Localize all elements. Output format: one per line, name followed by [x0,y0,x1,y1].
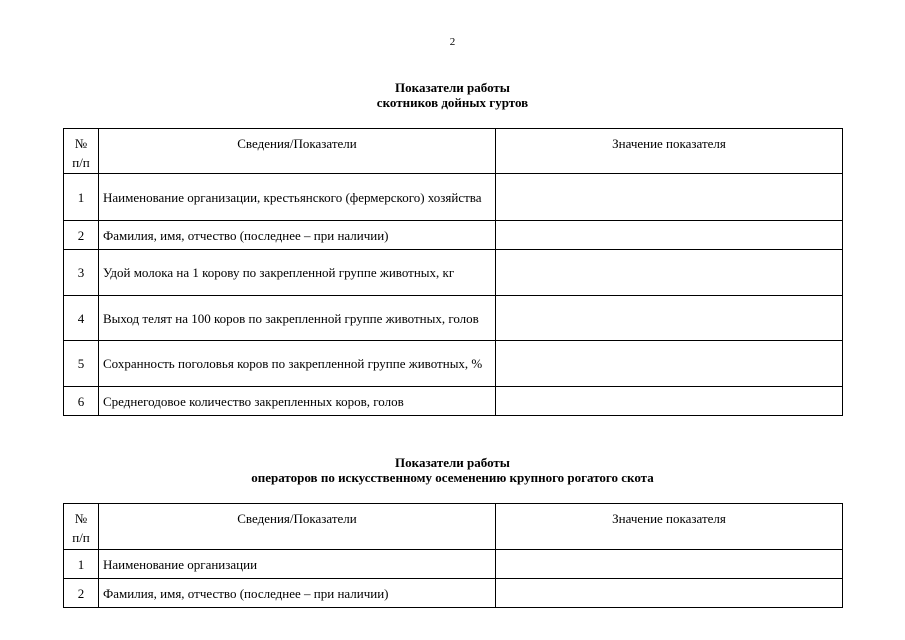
section-1-title-line2: скотников дойных гуртов [376,95,529,110]
row-label: Удой молока на 1 корову по закрепленной группе животных, кг [99,250,496,296]
row-value[interactable] [496,250,843,296]
row-label: Наименование организации [99,550,496,579]
row-label: Среднегодовое количество закрепленных коров, голов [99,387,496,416]
row-value[interactable] [496,579,843,608]
table-row [64,296,843,341]
table-row [64,341,843,387]
table-row [64,550,843,579]
row-value[interactable] [496,174,843,221]
row-num: 4 [64,296,99,341]
table-row [64,579,843,608]
row-num: 6 [64,387,99,416]
row-num: 5 [64,341,99,387]
row-num: 1 [64,174,99,221]
header-info: Сведения/Показатели [99,504,496,550]
row-label: Наименование организации, крестьянского (фермерского) хозяйства [99,174,496,221]
header-info: Сведения/Показатели [99,129,496,174]
row-value[interactable] [496,221,843,250]
section-2-title-line2: операторов по искусственному осеменению крупного рогатого скота [251,470,654,485]
row-label: Фамилия, имя, отчество (последнее – при наличии) [99,221,496,250]
table-row [64,250,843,296]
page-number: 2 [449,36,456,48]
row-label: Фамилия, имя, отчество (последнее – при наличии) [99,579,496,608]
row-num: 3 [64,250,99,296]
header-num: № п/п [64,129,99,174]
row-num: 1 [64,550,99,579]
table-header-row [64,504,843,550]
row-num: 2 [64,579,99,608]
table-row [64,221,843,250]
section-1-title [0,80,905,110]
row-label: Сохранность поголовья коров по закрепленной группе животных, % [99,341,496,387]
row-label: Выход телят на 100 коров по закрепленной группе животных, голов [99,296,496,341]
row-value[interactable] [496,341,843,387]
row-value[interactable] [496,387,843,416]
table-row [64,387,843,416]
row-value[interactable] [496,296,843,341]
section-2-title [0,455,905,485]
insemination-operators-table [63,503,843,608]
table-header-row [64,129,843,174]
section-2-title-line1: Показатели работы [395,455,510,470]
table-row [64,174,843,221]
row-value[interactable] [496,550,843,579]
header-value: Значение показателя [496,129,843,174]
section-1-title-line1: Показатели работы [395,80,510,95]
header-value: Значение показателя [496,504,843,550]
cattle-workers-table [63,128,843,416]
row-num: 2 [64,221,99,250]
header-num: № п/п [64,504,99,550]
